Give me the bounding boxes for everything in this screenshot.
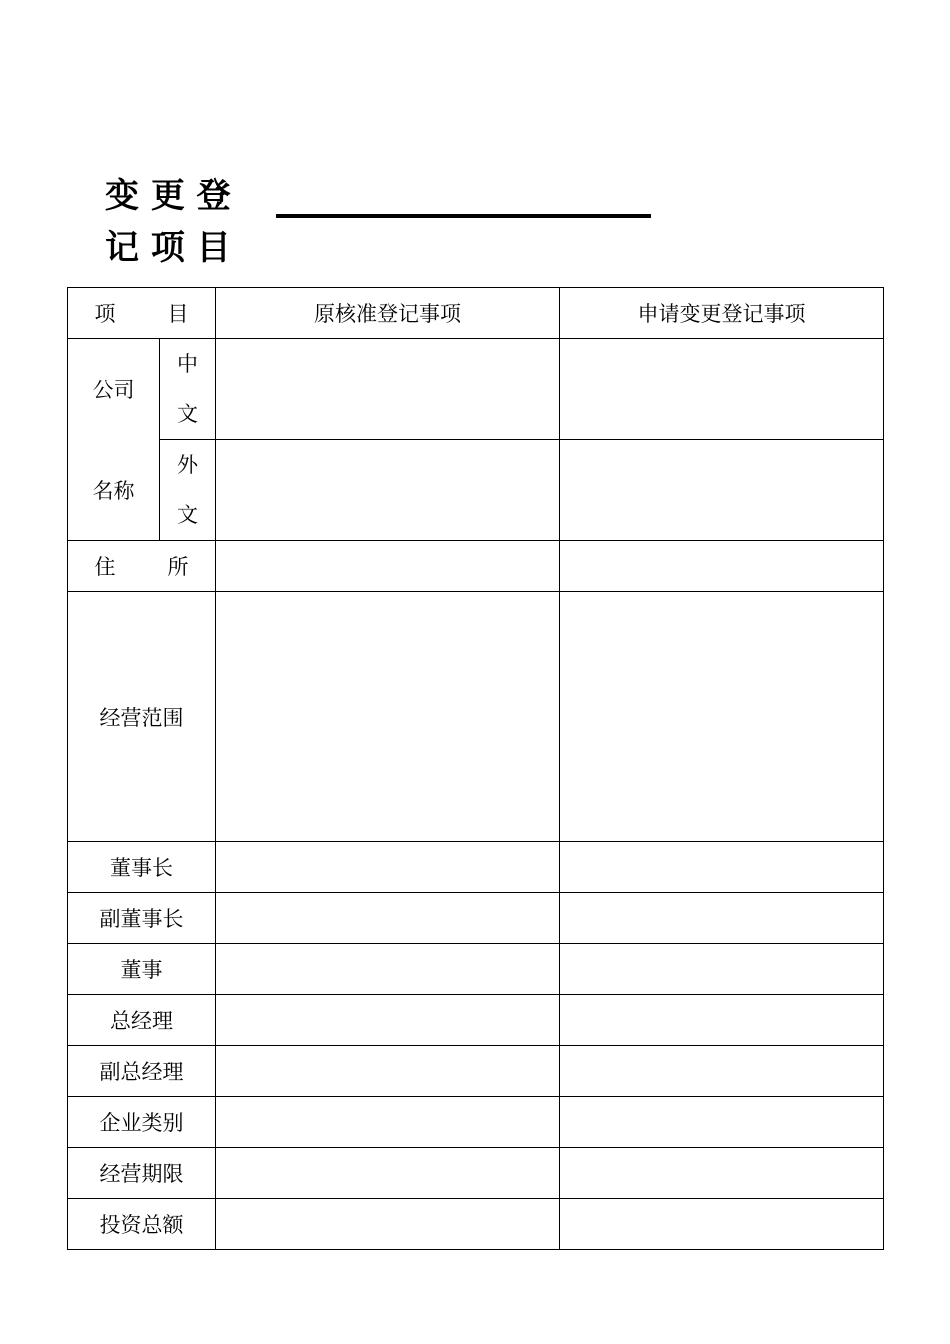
table-row [68, 944, 884, 995]
header-requested-cell: 申请变更登记事项 [560, 288, 884, 339]
requested-company-name-foreign[interactable] [560, 440, 884, 541]
original-value-cell[interactable] [216, 1097, 560, 1148]
row-label: 董事 [68, 944, 216, 995]
business-scope-label: 经营范围 [68, 592, 216, 842]
table-row [68, 1097, 884, 1148]
page-title-line-2: 记 项 目 [105, 228, 231, 268]
requested-value-cell[interactable] [560, 893, 884, 944]
chinese-label-char-2: 文 [177, 402, 198, 426]
original-business-scope[interactable] [216, 592, 560, 842]
row-label: 投资总额 [68, 1199, 216, 1250]
company-name-chinese-row [68, 339, 884, 440]
row-label: 董事长 [68, 842, 216, 893]
original-value-cell[interactable] [216, 995, 560, 1046]
requested-value-cell[interactable] [560, 1097, 884, 1148]
title-blank-line[interactable] [276, 214, 651, 218]
requested-value-cell[interactable] [560, 944, 884, 995]
table-row [68, 1199, 884, 1250]
requested-value-cell[interactable] [560, 1046, 884, 1097]
table-row [68, 893, 884, 944]
address-row [68, 541, 884, 592]
original-value-cell[interactable] [216, 893, 560, 944]
page-title-line-1: 变 更 登 [105, 176, 231, 216]
requested-value-cell[interactable] [560, 1199, 884, 1250]
company-name-label-top: 公司 [68, 339, 160, 440]
requested-address[interactable] [560, 541, 884, 592]
foreign-label-char-1: 外 [177, 453, 198, 477]
row-label: 经营期限 [68, 1148, 216, 1199]
original-company-name-chinese[interactable] [216, 339, 560, 440]
chinese-label-char-1: 中 [177, 352, 198, 376]
address-label-b: 所 [167, 555, 189, 579]
requested-business-scope[interactable] [560, 592, 884, 842]
page-title [105, 170, 231, 274]
company-name-label-bottom: 名称 [68, 440, 160, 541]
requested-value-cell[interactable] [560, 995, 884, 1046]
row-label: 总经理 [68, 995, 216, 1046]
requested-value-cell[interactable] [560, 1148, 884, 1199]
original-value-cell[interactable] [216, 1046, 560, 1097]
row-label: 企业类别 [68, 1097, 216, 1148]
original-company-name-foreign[interactable] [216, 440, 560, 541]
table-row [68, 842, 884, 893]
foreign-label-cell [160, 440, 216, 541]
header-item-label-a: 项 [94, 302, 116, 326]
requested-value-cell[interactable] [560, 842, 884, 893]
address-label-cell [68, 541, 216, 592]
requested-company-name-chinese[interactable] [560, 339, 884, 440]
table-row [68, 1148, 884, 1199]
original-value-cell[interactable] [216, 944, 560, 995]
table-header-row [68, 288, 884, 339]
header-original-cell: 原核准登记事项 [216, 288, 560, 339]
row-label: 副总经理 [68, 1046, 216, 1097]
business-scope-row [68, 592, 884, 842]
original-address[interactable] [216, 541, 560, 592]
foreign-label-char-2: 文 [177, 503, 198, 527]
table-row [68, 995, 884, 1046]
change-registration-table [67, 287, 884, 1250]
original-value-cell[interactable] [216, 842, 560, 893]
chinese-label-cell [160, 339, 216, 440]
header-item-cell [68, 288, 216, 339]
address-label-a: 住 [94, 555, 116, 579]
header-item-label-b: 目 [167, 302, 189, 326]
company-name-foreign-row [68, 440, 884, 541]
table-row [68, 1046, 884, 1097]
original-value-cell[interactable] [216, 1199, 560, 1250]
row-label: 副董事长 [68, 893, 216, 944]
original-value-cell[interactable] [216, 1148, 560, 1199]
